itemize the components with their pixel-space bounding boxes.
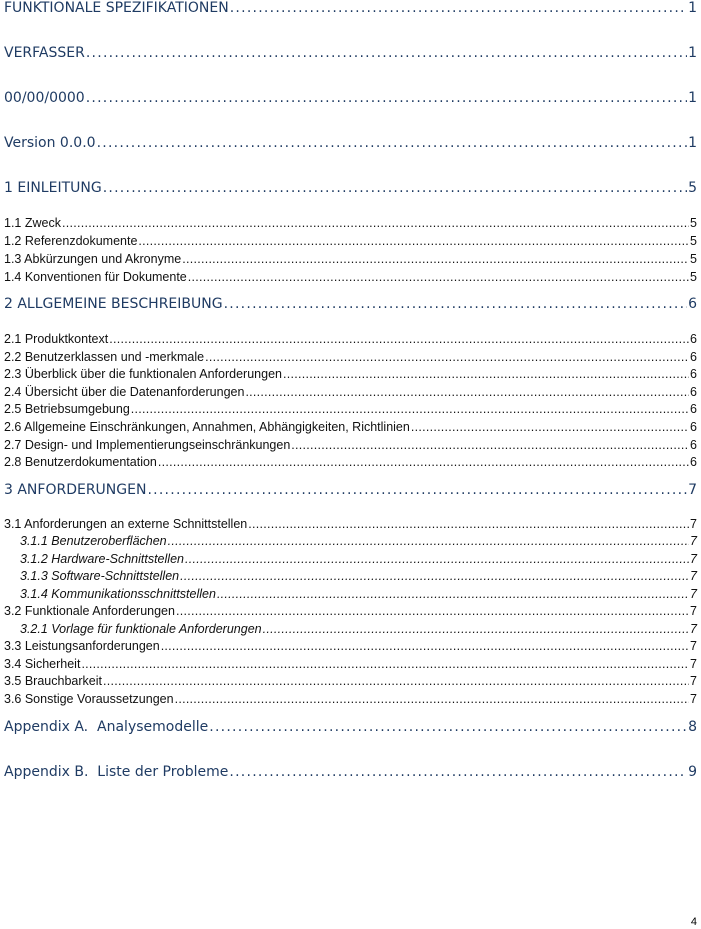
toc-entry[interactable]	[4, 604, 697, 618]
toc-leader-dots	[147, 482, 687, 498]
toc-leader-dots	[182, 252, 689, 266]
toc-entry-label: 2.2 Benutzerklassen und -merkmale	[4, 350, 205, 364]
toc-leader-dots	[224, 296, 688, 312]
toc-entry[interactable]	[4, 482, 697, 498]
toc-entry-page: 6	[690, 438, 697, 452]
toc-leader-dots	[230, 0, 687, 16]
toc-leader-dots	[180, 569, 689, 583]
toc-entry[interactable]	[4, 674, 697, 688]
toc-entry-page: 1	[688, 45, 697, 61]
toc-entry-label: 2.7 Design- und Implementierungseinschränkungen	[4, 438, 291, 452]
toc-entry[interactable]	[4, 639, 697, 653]
toc-entry-page: 5	[690, 252, 697, 266]
toc-entry-label: 2.5 Betriebsumgebung	[4, 402, 130, 416]
toc-entry-label: 3.2 Funktionale Anforderungen	[4, 604, 175, 618]
toc-entry[interactable]	[4, 0, 697, 16]
toc-entry[interactable]	[4, 455, 697, 469]
toc-entry-page: 7	[690, 674, 697, 688]
toc-entry-label: 3.1 Anforderungen an externe Schnittstellen	[4, 517, 248, 531]
toc-entry-label: 3.1.3 Software-Schnittstellen	[20, 569, 180, 583]
toc-leader-dots	[103, 674, 689, 688]
toc-leader-dots	[138, 234, 689, 248]
toc-entry-page: 6	[690, 385, 697, 399]
toc-entry-page: 7	[690, 692, 697, 706]
toc-entry[interactable]	[4, 587, 697, 601]
toc-entry-page: 5	[690, 216, 697, 230]
page-number: 4	[690, 916, 697, 928]
toc-leader-dots	[161, 639, 689, 653]
toc-leader-dots	[176, 604, 689, 618]
toc-leader-dots	[81, 657, 689, 671]
toc-entry[interactable]	[4, 402, 697, 416]
toc-leader-dots	[158, 455, 689, 469]
toc-entry-page: 7	[690, 534, 697, 548]
toc-leader-dots	[205, 350, 689, 364]
toc-leader-dots	[283, 367, 689, 381]
toc-leader-dots	[168, 534, 689, 548]
toc-entry[interactable]	[4, 657, 697, 671]
toc-entry-label: 2.4 Übersicht über die Datenanforderungen	[4, 385, 245, 399]
toc-entry[interactable]	[4, 438, 697, 452]
toc-entry-page: 7	[690, 604, 697, 618]
toc-leader-dots	[188, 270, 689, 284]
toc-entry-page: 5	[690, 270, 697, 284]
toc-leader-dots	[229, 764, 687, 780]
toc-entry-label: 1.3 Abkürzungen und Akronyme	[4, 252, 182, 266]
toc-entry-page: 7	[690, 657, 697, 671]
toc-entry-label: 2.6 Allgemeine Einschränkungen, Annahmen, Abhängigkeiten, Richtlinien	[4, 420, 410, 434]
toc-entry-page: 1	[688, 0, 697, 16]
toc-entry-page: 7	[690, 552, 697, 566]
toc-entry[interactable]	[4, 135, 697, 151]
toc-entry-page: 6	[690, 367, 697, 381]
toc-entry-label: 1.2 Referenzdokumente	[4, 234, 138, 248]
toc-entry[interactable]	[4, 517, 697, 531]
toc-entry[interactable]	[4, 90, 697, 106]
toc-entry-page: 6	[690, 455, 697, 469]
toc-entry-page: 6	[690, 402, 697, 416]
toc-entry-label: 3.6 Sonstige Voraussetzungen	[4, 692, 174, 706]
toc-leader-dots	[291, 438, 689, 452]
toc-entry-label: 3.5 Brauchbarkeit	[4, 674, 102, 688]
toc-entry-page: 5	[688, 180, 697, 196]
toc-entry-label: 00/00/0000	[4, 90, 85, 106]
toc-entry[interactable]	[4, 270, 697, 284]
toc-entry[interactable]	[4, 45, 697, 61]
toc-entry[interactable]	[4, 367, 697, 381]
toc-entry-page: 7	[690, 587, 697, 601]
toc-entry-label: Version 0.0.0	[4, 135, 96, 151]
toc-entry-label: 1.1 Zweck	[4, 216, 61, 230]
toc-entry-label: 3.1.4 Kommunikationsschnittstellen	[20, 587, 216, 601]
toc-entry-page: 7	[690, 639, 697, 653]
toc-entry[interactable]	[4, 385, 697, 399]
toc-entry-label: 3 ANFORDERUNGEN	[4, 482, 147, 498]
toc-entry-page: 7	[690, 569, 697, 583]
toc-entry[interactable]	[4, 420, 697, 434]
toc-entry[interactable]	[4, 296, 697, 312]
toc-leader-dots	[109, 332, 689, 346]
toc-leader-dots	[62, 216, 689, 230]
toc-leader-dots	[103, 180, 687, 196]
toc-leader-dots	[411, 420, 689, 434]
toc-entry-page: 9	[688, 764, 697, 780]
toc-leader-dots	[217, 587, 689, 601]
toc-entry-label: 1.4 Konventionen für Dokumente	[4, 270, 187, 284]
toc-entry[interactable]	[4, 692, 697, 706]
toc-entry[interactable]	[4, 719, 697, 735]
toc-leader-dots	[97, 135, 688, 151]
toc-entry-page: 6	[688, 296, 697, 312]
toc-entry-label: 3.1.1 Benutzeroberflächen	[20, 534, 167, 548]
toc-entry-page: 6	[690, 332, 697, 346]
toc-entry-label: 1 EINLEITUNG	[4, 180, 102, 196]
toc-entry-page: 6	[690, 350, 697, 364]
toc-entry-page: 8	[688, 719, 697, 735]
toc-entry-label: 2 ALLGEMEINE BESCHREIBUNG	[4, 296, 223, 312]
toc-leader-dots	[185, 552, 689, 566]
toc-entry-label: 3.3 Leistungsanforderungen	[4, 639, 160, 653]
toc-entry-label: 2.3 Überblick über die funktionalen Anforderungen	[4, 367, 282, 381]
toc-leader-dots	[245, 385, 689, 399]
toc-entry[interactable]	[4, 180, 697, 196]
toc-entry[interactable]	[4, 234, 697, 248]
toc-entry-label: 3.2.1 Vorlage für funktionale Anforderungen	[20, 622, 262, 636]
toc-entry-label: VERFASSER	[4, 45, 85, 61]
toc-entry[interactable]	[4, 764, 697, 780]
toc-entry-label: 2.1 Produktkontext	[4, 332, 109, 346]
toc-entry[interactable]	[4, 552, 697, 566]
toc-entry-label: Appendix B. Liste der Probleme	[4, 764, 229, 780]
toc-entry[interactable]	[4, 534, 697, 548]
toc-leader-dots	[131, 402, 689, 416]
toc-entry-label: 2.8 Benutzerdokumentation	[4, 455, 157, 469]
toc-entry[interactable]	[4, 216, 697, 230]
toc-entry[interactable]	[4, 622, 697, 636]
toc-entry-page: 7	[690, 622, 697, 636]
toc-entry-page: 5	[690, 234, 697, 248]
toc-entry[interactable]	[4, 350, 697, 364]
toc-leader-dots	[248, 517, 689, 531]
toc-entry-page: 7	[690, 517, 697, 531]
toc-entry-page: 1	[688, 135, 697, 151]
toc-entry-label: FUNKTIONALE SPEZIFIKATIONEN	[4, 0, 229, 16]
toc-leader-dots	[86, 45, 687, 61]
toc-entry-label: 3.4 Sicherheit	[4, 657, 81, 671]
toc-entry-label: Appendix A. Analysemodelle	[4, 719, 209, 735]
toc-entry[interactable]	[4, 569, 697, 583]
toc-entry[interactable]	[4, 332, 697, 346]
toc-leader-dots	[175, 692, 689, 706]
toc-entry-page: 1	[688, 90, 697, 106]
toc-leader-dots	[86, 90, 687, 106]
toc-leader-dots	[209, 719, 687, 735]
toc-entry-page: 7	[688, 482, 697, 498]
toc-entry-label: 3.1.2 Hardware-Schnittstellen	[20, 552, 184, 566]
toc-leader-dots	[263, 622, 689, 636]
toc-entry[interactable]	[4, 252, 697, 266]
toc-entry-page: 6	[690, 420, 697, 434]
